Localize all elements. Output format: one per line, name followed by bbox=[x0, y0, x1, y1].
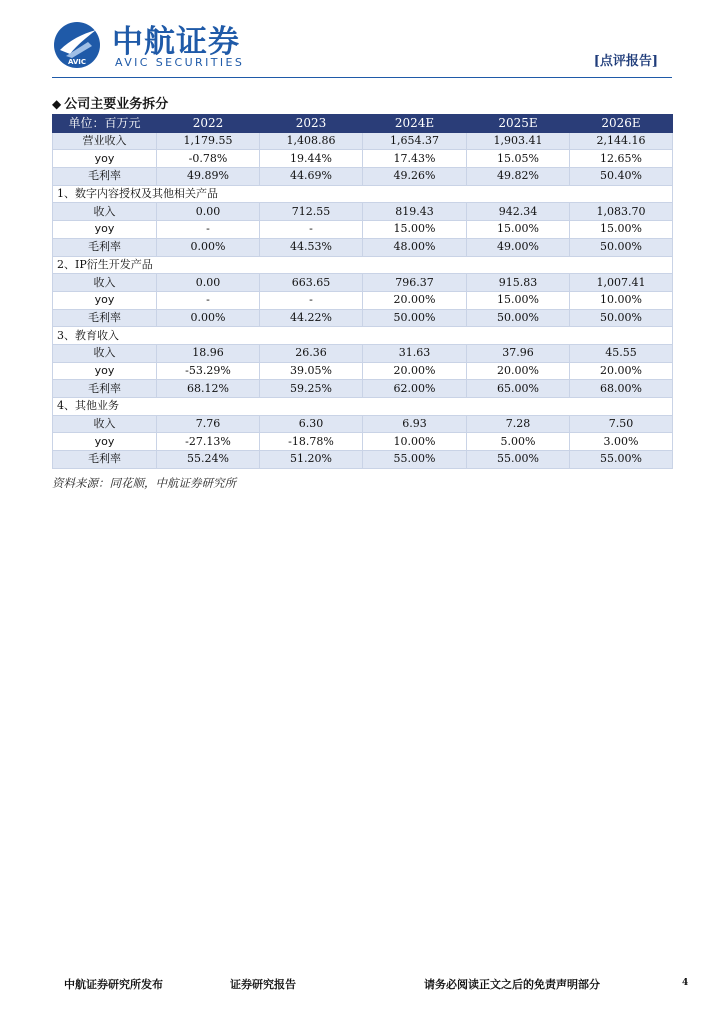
table-cell: 50.00% bbox=[363, 309, 467, 327]
brand-name-cn: 中航证券 bbox=[112, 24, 240, 60]
table-cell: 49.89% bbox=[157, 168, 260, 186]
table-cell: 15.05% bbox=[467, 150, 570, 168]
table-cell: 62.00% bbox=[363, 380, 467, 398]
table-cell: 20.00% bbox=[570, 362, 673, 380]
report-type-label: [点评报告] bbox=[593, 54, 658, 69]
table-cell: 68.00% bbox=[570, 380, 673, 398]
table-cell: 942.34 bbox=[467, 203, 570, 221]
table-row bbox=[53, 433, 673, 451]
segment-header-row bbox=[53, 398, 673, 416]
table-row bbox=[53, 362, 673, 380]
table-cell: 20.00% bbox=[363, 362, 467, 380]
table-cell: 1,408.86 bbox=[260, 132, 363, 150]
table-cell: 45.55 bbox=[570, 344, 673, 362]
table-cell: 26.36 bbox=[260, 344, 363, 362]
segment-title: 2、IP衍生开发产品 bbox=[53, 256, 673, 274]
table-cell: 1,083.70 bbox=[570, 203, 673, 221]
row-label: 毛利率 bbox=[53, 309, 157, 327]
column-header: 2026E bbox=[570, 115, 673, 133]
footer-publisher: 中航证券研究所发布 bbox=[64, 978, 163, 991]
table-cell: 44.22% bbox=[260, 309, 363, 327]
table-cell: 49.26% bbox=[363, 168, 467, 186]
section-title-text: 公司主要业务拆分 bbox=[64, 97, 169, 112]
table-cell: 0.00% bbox=[157, 309, 260, 327]
row-label: 收入 bbox=[53, 203, 157, 221]
table-cell: 20.00% bbox=[467, 362, 570, 380]
table-cell: 0.00 bbox=[157, 203, 260, 221]
row-label: 收入 bbox=[53, 344, 157, 362]
segment-header-row bbox=[53, 256, 673, 274]
table-cell: 49.00% bbox=[467, 238, 570, 256]
table-cell: 7.76 bbox=[157, 415, 260, 433]
table-cell: 0.00 bbox=[157, 274, 260, 292]
table-row bbox=[53, 203, 673, 221]
table-cell: 55.00% bbox=[363, 451, 467, 469]
table-cell: 12.65% bbox=[570, 150, 673, 168]
table-cell: 37.96 bbox=[467, 344, 570, 362]
avic-plane-logo-icon bbox=[52, 20, 102, 70]
row-label: 毛利率 bbox=[53, 168, 157, 186]
table-cell: - bbox=[157, 221, 260, 239]
table-row bbox=[53, 380, 673, 398]
table-cell: 55.00% bbox=[467, 451, 570, 469]
page-header bbox=[0, 0, 724, 80]
page-number: 4 bbox=[682, 978, 689, 988]
row-label: yoy bbox=[53, 221, 157, 239]
row-label: 毛利率 bbox=[53, 451, 157, 469]
segment-title: 4、其他业务 bbox=[53, 398, 673, 416]
column-header: 2024E bbox=[363, 115, 467, 133]
table-row bbox=[53, 274, 673, 292]
segment-title: 1、数字内容授权及其他相关产品 bbox=[53, 185, 673, 203]
table-cell: 44.69% bbox=[260, 168, 363, 186]
table-cell: 50.40% bbox=[570, 168, 673, 186]
table-cell: - bbox=[260, 221, 363, 239]
table-cell: 19.44% bbox=[260, 150, 363, 168]
row-label: 收入 bbox=[53, 415, 157, 433]
table-cell: 50.00% bbox=[570, 238, 673, 256]
column-header: 2022 bbox=[157, 115, 260, 133]
table-cell: 15.00% bbox=[570, 221, 673, 239]
table-row bbox=[53, 238, 673, 256]
table-row bbox=[53, 309, 673, 327]
table-cell: 50.00% bbox=[467, 309, 570, 327]
table-row bbox=[53, 168, 673, 186]
table-cell: 51.20% bbox=[260, 451, 363, 469]
table-cell: 15.00% bbox=[363, 221, 467, 239]
column-header: 2023 bbox=[260, 115, 363, 133]
footer-disclaimer: 请务必阅读正文之后的免责声明部分 bbox=[424, 978, 600, 991]
table-cell: - bbox=[260, 291, 363, 309]
table-cell: -0.78% bbox=[157, 150, 260, 168]
page-footer bbox=[0, 970, 724, 1000]
table-cell: 5.00% bbox=[467, 433, 570, 451]
table-cell: 1,903.41 bbox=[467, 132, 570, 150]
table-cell: 663.65 bbox=[260, 274, 363, 292]
table-cell: 55.00% bbox=[570, 451, 673, 469]
table-cell: 18.96 bbox=[157, 344, 260, 362]
row-label: 收入 bbox=[53, 274, 157, 292]
table-cell: 50.00% bbox=[570, 309, 673, 327]
table-cell: 17.43% bbox=[363, 150, 467, 168]
table-cell: 796.37 bbox=[363, 274, 467, 292]
table-cell: -27.13% bbox=[157, 433, 260, 451]
section-title bbox=[52, 93, 168, 112]
table-cell: - bbox=[157, 291, 260, 309]
diamond-bullet-icon: ◆ bbox=[52, 97, 62, 111]
business-breakdown-table bbox=[52, 114, 673, 469]
table-cell: 7.50 bbox=[570, 415, 673, 433]
row-label: yoy bbox=[53, 291, 157, 309]
table-cell: 10.00% bbox=[570, 291, 673, 309]
logo-badge-text: AVIC bbox=[67, 58, 87, 66]
table-row bbox=[53, 150, 673, 168]
table-cell: 712.55 bbox=[260, 203, 363, 221]
table-cell: 68.12% bbox=[157, 380, 260, 398]
segment-header-row bbox=[53, 185, 673, 203]
table-cell: 39.05% bbox=[260, 362, 363, 380]
table-cell: 59.25% bbox=[260, 380, 363, 398]
table-cell: 31.63 bbox=[363, 344, 467, 362]
row-label: yoy bbox=[53, 433, 157, 451]
table-cell: 6.30 bbox=[260, 415, 363, 433]
table-cell: 48.00% bbox=[363, 238, 467, 256]
table-cell: 44.53% bbox=[260, 238, 363, 256]
table-cell: 15.00% bbox=[467, 221, 570, 239]
table-cell: 10.00% bbox=[363, 433, 467, 451]
row-label: yoy bbox=[53, 362, 157, 380]
table-row bbox=[53, 344, 673, 362]
table-cell: 3.00% bbox=[570, 433, 673, 451]
table-cell: 1,179.55 bbox=[157, 132, 260, 150]
segment-title: 3、教育收入 bbox=[53, 327, 673, 345]
table-cell: 49.82% bbox=[467, 168, 570, 186]
table-cell: 0.00% bbox=[157, 238, 260, 256]
segment-header-row bbox=[53, 327, 673, 345]
table-cell: 2,144.16 bbox=[570, 132, 673, 150]
table-cell: 7.28 bbox=[467, 415, 570, 433]
table-cell: 1,007.41 bbox=[570, 274, 673, 292]
row-label: 营业收入 bbox=[53, 132, 157, 150]
brand-name-en: AVIC SECURITIES bbox=[115, 56, 245, 69]
table-cell: 915.83 bbox=[467, 274, 570, 292]
table-cell: 20.00% bbox=[363, 291, 467, 309]
row-label: 毛利率 bbox=[53, 238, 157, 256]
table-row bbox=[53, 451, 673, 469]
table-cell: 1,654.37 bbox=[363, 132, 467, 150]
table-row bbox=[53, 221, 673, 239]
table-row bbox=[53, 132, 673, 150]
row-label: 毛利率 bbox=[53, 380, 157, 398]
footer-report-kind: 证券研究报告 bbox=[230, 978, 296, 991]
table-body bbox=[53, 132, 673, 468]
column-header: 单位：百万元 bbox=[53, 115, 157, 133]
table-cell: 55.24% bbox=[157, 451, 260, 469]
column-header: 2025E bbox=[467, 115, 570, 133]
table-cell: 6.93 bbox=[363, 415, 467, 433]
header-divider bbox=[52, 77, 672, 78]
table-cell: -18.78% bbox=[260, 433, 363, 451]
row-label: yoy bbox=[53, 150, 157, 168]
table-header-row bbox=[53, 115, 673, 133]
table-cell: 65.00% bbox=[467, 380, 570, 398]
table-cell: 15.00% bbox=[467, 291, 570, 309]
table-cell: 819.43 bbox=[363, 203, 467, 221]
table-row bbox=[53, 291, 673, 309]
source-note: 资料来源：同花顺，中航证券研究所 bbox=[52, 476, 236, 490]
table-cell: -53.29% bbox=[157, 362, 260, 380]
table-row bbox=[53, 415, 673, 433]
